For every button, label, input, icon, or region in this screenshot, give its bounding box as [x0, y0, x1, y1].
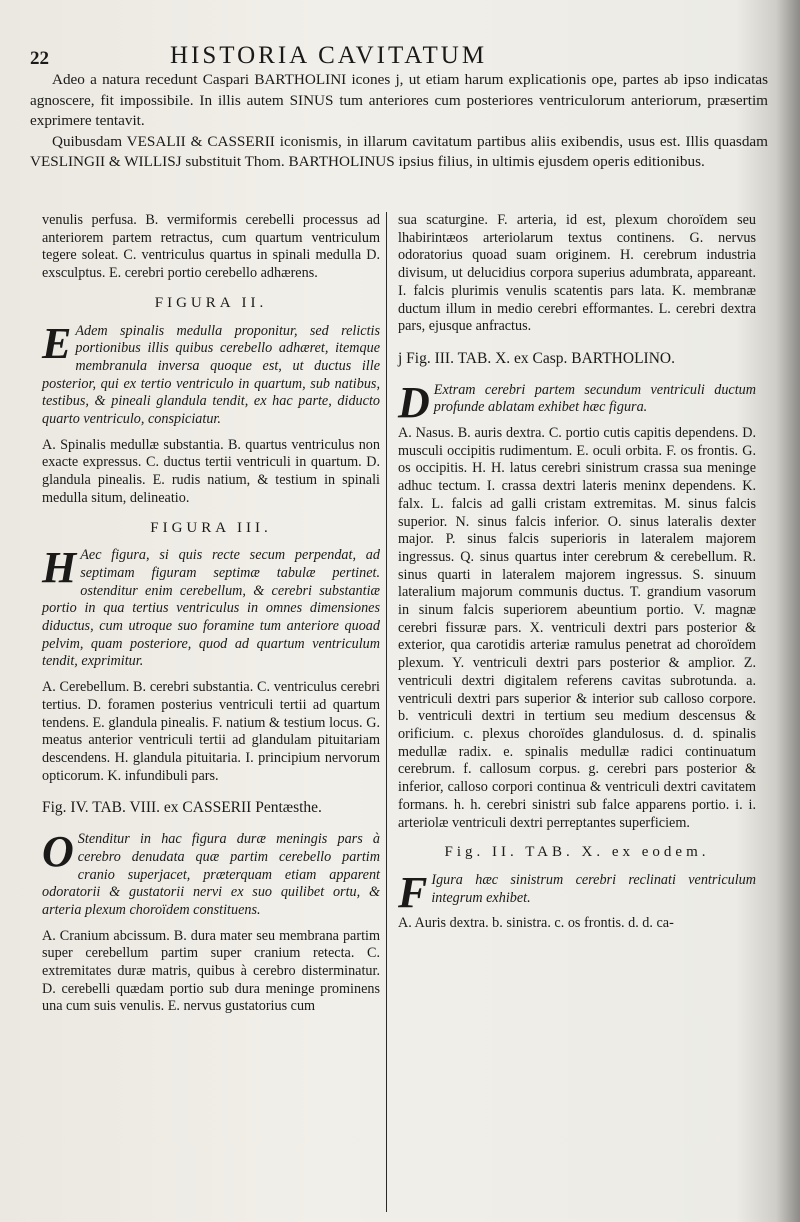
page-header: [30, 42, 770, 72]
right-column: [398, 212, 756, 941]
column-divider: [386, 212, 387, 1212]
tab10-fig3-text: A. Nasus. B. auris dextra. C. portio cutis capitis dependens. D. musculi occipitis rudimentum. E. oculi orbita. F. os frontis. G. os occipitis. H. H. latus cerebri sinistrum crassa sua meninge adhuc tectum. I. crassa dextri lateris meninx dependens. K. falx. L. falcis ad galli cristam extremitas. M. sinus falcis superior. N. sinus falcis inferior. O. sinus lateralis dexter major. P. sinus falcis superioris in lateralem majorem ingressus. Q. sinus quartus inter cerebrum & cerebellum. R. sinus quarti in lateralem majorem ingressus. S. sinuum lateralium majorum communis ductus. T. grandium vasorum in sinum falcis superiorem abeuntium portio. V. magnæ cerebri fissuræ pars. X. ventriculi dextri pars posterior & exterior, qua carotidis arteriæ ramulus penetrat ad choroïdem plexum. Y. ventriculi dextri pars posterior & amplior. Z. ventriculi dextri digitalem referens cavitas subrotunda. a. ventriculi dextri pars superior & interior sub calloso corpore. b. ventriculi dextri in tertium seu medium descensus & orificium. c. plexus choroïdes glandulosus. d. d. spinalis medullæ radix. e. spinalis medullæ radici continuatum cerebrum. f. callosum corpus. g. cerebri pars posterior & inferior, calloso corpori continua & ventriculi dextri cavitatem formans. h. h. cerebri sinistri sub falce apparens portio. i. i. arteriolæ ventriculi dextri perreptantes superficiem.: [398, 425, 756, 831]
fig2-text: A. Spinalis medullæ substantia. B. quartus ventriculus non exacte expressus. C. ductus tertii ventriculi in quartum. D. glandula pinealis. E. rudis natium, & testium in spinali medulla situm, delineatio.: [42, 436, 380, 506]
tab10-fig2-caption: Igura hæc sinistrum cerebri reclinati ventriculum integrum exhibet.: [431, 871, 756, 906]
fig4-caption: Stenditur in hac figura duræ meningis pars à cerebro denudata quæ partim cerebello partim cranio superjacet, præterquam etiam apparent odoratorii & gustatorii nervi ex suo quilibet ortu, & arteria plexum choroïdem constituens.: [42, 831, 380, 918]
tab10-fig3-dropcap: D: [398, 377, 430, 427]
tab10-fig2-heading: Fig. II. TAB. X. ex eodem.: [444, 844, 710, 861]
fig4-heading: Fig. IV. TAB. VIII. ex CASSERII Pentæsthe.: [42, 799, 322, 817]
fig3-dropcap: H: [42, 543, 77, 593]
intro-paragraph-2: Quibusdam VESALII & CASSERII iconismis, in illarum cavitatum partibus aliis exibendis, usus est. Illis quasdam VESLINGII & WILLISJ substituit Thom. BARTHOLINUS ipsius filius, in ultimis ejusdem operis editionibus.: [30, 132, 768, 170]
tab10-fig3-caption: Extram cerebri partem secundum ventriculi ductum profunde ablatam exhibet hæc figura.: [433, 381, 756, 416]
intro-paragraph-1: Adeo a natura recedunt Caspari BARTHOLINI icones j, ut etiam harum explicationis ope, partes ab ipso indicatas agnoscere, fit impossibile. In illis autem SINUS tum anteriores cum posteriores ventriculorum anteriorum, præsertim exprimere tentavit.: [30, 71, 768, 129]
fig2-caption: Adem spinalis medulla proponitur, sed relictis portionibus illis quibus cerebello adhæret, itemque membranula inversa quoque est, ut ductus ille posterior, qui ex tertio ventriculo in quartum, sub natibus, testibus, & pineali glandula tendit, ex hac parte, diducto quarto ventriculo, conspiciatur.: [42, 322, 380, 428]
tab10-fig3-caption-block: [398, 377, 756, 427]
fig3-caption-block: [42, 543, 380, 671]
fig3-heading: FIGURA III.: [150, 519, 272, 536]
running-title: HISTORIA CAVITATUM: [170, 42, 488, 69]
fig3-text: A. Cerebellum. B. cerebri substantia. C. ventriculus cerebri tertius. D. foramen posterius ventriculi tertii ad quartum tendens. E. glandula pinealis. F. natium & testium locus. G. meatus anterior ventriculi tertii ad glandulam pituitariam descendens. H. glandula pituitaria. I. principium nervorum opticorum. K. infundibuli pars.: [42, 679, 380, 784]
fig1-text: venulis perfusa. B. vermiformis cerebelli processus ad anteriorem partem retractus, cum quartum ventriculum tegere soleat. C. ventriculus quartus in spinali medulla D. exsculptus. E. cerebri portio cerebello adhærens.: [42, 212, 380, 282]
page-number: 22: [30, 48, 49, 69]
fig4-dropcap: O: [42, 827, 74, 877]
fig2-dropcap: E: [42, 318, 72, 368]
tab10-fig3-heading: j Fig. III. TAB. X. ex Casp. BARTHOLINO.: [398, 349, 675, 367]
intro-text: [30, 70, 768, 173]
continued-text: sua scaturgine. F. arteria, id est, plexum choroïdem seu lhabirintæos arteriolarum textus continens. G. nervus odoratorius quoad suam originem. H. cerebrum industria divisum, ut delucidius corpora superius adumbrata, appareant. I. falcis plurimis venulis scatentis pars lata. K. membranæ ductum illum in medio cerebri efformantes. L. cerebri dextra pars, ejusque anfractus.: [398, 212, 756, 335]
left-column: [42, 212, 380, 1024]
tab10-fig2-dropcap: F: [398, 867, 428, 917]
fig2-caption-block: [42, 318, 380, 429]
tab10-fig2-caption-block: [398, 867, 756, 917]
tab10-fig2-text: A. Auris dextra. b. sinistra. c. os frontis. d. d. ca-: [398, 915, 674, 932]
fig4-caption-block: [42, 827, 380, 920]
fig4-text: A. Cranium abcissum. B. dura mater seu membrana partim super cerebellum partim super cranium retecta. C. extremitates duræ matris, quibus à cerebro disterminatur. D. cerebelli quædam portio sub dura meninge prominens una cum suis venulis. E. nervus gustatorius cum: [42, 927, 380, 1015]
fig3-caption: Aec figura, si quis recte secum perpendat, ad septimam figuram septimæ tabulæ pertinet. ostenditur enim cerebellum, & cerebri substantiæ portio in qua tertius ventriculus in omnes dimensiones diductus, cum utroque suo foramine tum anteriore quoad pelvim, quam posteriore, quod ad quartum ventriculum tendit, exprimitur.: [42, 547, 380, 670]
fig2-heading: FIGURA II.: [154, 294, 268, 311]
